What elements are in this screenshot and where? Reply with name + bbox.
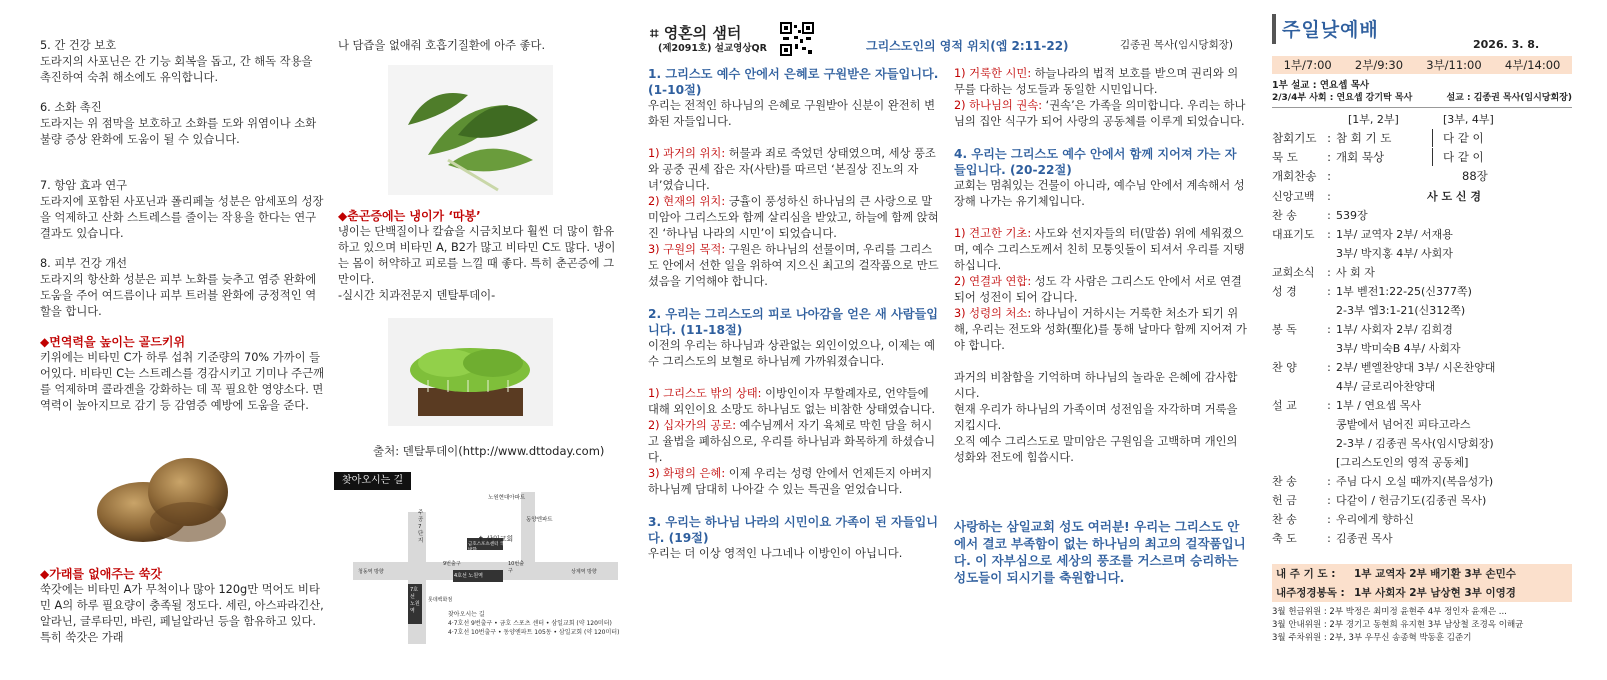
worship-item: 신앙고백 : 사 도 신 경 bbox=[1272, 189, 1481, 203]
image-source: 출처: 덴탈투데이(http://www.dttoday.com) bbox=[373, 444, 605, 458]
worship-item-cont: 3부/ 박미숙B 4부/ 사회자 bbox=[1336, 341, 1461, 355]
sermon-left bbox=[648, 66, 941, 562]
point-2-a: 1) 그리스도 밖의 상태: 이방인이자 무할례자로, 언약들에 대해 외인이요 소망도 하나님도 없는 비참한 상태였습니다. bbox=[648, 387, 936, 416]
map-label-jugong: 주공7단지 bbox=[418, 510, 424, 544]
map-label-line4: 4호선 노원역 bbox=[454, 573, 483, 579]
group-header-a: [1부, 2부] bbox=[1348, 113, 1399, 126]
point-1-c: 3) 구원의 목적: 구원은 하나님의 선물이며, 우리를 그리스도 안에서 선한 일을 위하여 지으신 최고의 걸작품으로 만드셨음을 기억해야 합니다. bbox=[648, 243, 939, 288]
lead-line-2: 2/3/4부 사회 : 연요셉 강기탁 목사 설교 : 김종권 목사(임시당회장) bbox=[1272, 93, 1572, 103]
time-4: 4부/14:00 bbox=[1504, 58, 1561, 72]
kiwi-title: ◆면역력을 높이는 골드키위 bbox=[40, 335, 186, 349]
naengi-section bbox=[338, 208, 623, 304]
section-6-title: 6. 소화 촉진 bbox=[40, 101, 102, 114]
map-label-line7: 7호선 노원역 bbox=[410, 587, 420, 614]
naengi-title: ◆춘곤증에는 냉이가 ‘따봉’ bbox=[338, 209, 481, 223]
volunteers bbox=[1272, 606, 1572, 645]
worship-order-column bbox=[1272, 0, 1576, 680]
map-label-exit10: 10번출구 bbox=[508, 561, 525, 574]
section-6 bbox=[40, 100, 325, 148]
worship-items bbox=[1272, 187, 1572, 548]
map-label-apt: 노원현대아파트 bbox=[488, 495, 526, 501]
conclusion-1: 과거의 비참함을 기억하며 하나님의 놀라운 은혜에 감사합시다. bbox=[954, 371, 1238, 400]
worship-item-cont: 2-3부 엡3:1-21(신312쪽) bbox=[1336, 303, 1466, 317]
time-1: 1부/7:00 bbox=[1283, 58, 1332, 72]
section-7-title: 7. 항암 효과 연구 bbox=[40, 179, 128, 192]
section-8-body: 도라지의 항산화 성분은 피부 노화를 늦추고 염증 완화에 도움을 주어 여드름이나 피부 트러블 완화에 긍정적인 역할을 합니다. bbox=[40, 273, 317, 318]
kiwi-body: 키위에는 비타민 C가 하루 섭취 기준량의 70% 가까이 들어있다. 비타민 C는 스트레스를 경감시키고 기미나 주근깨를 억제하며 콜라겐을 강화하는 데 꼭 필요한 영양소다. 면역력이 높아지므로 감기 등 감염증 예방에 도움을 준다. bbox=[40, 351, 325, 412]
row-silent-prayer: 묵 도 : 개회 묵상 다 같 이 bbox=[1272, 149, 1484, 164]
map-note-1: 4·7호선 9번출구 • 금호 스포츠 센터 • 삼일교회 (약 120미터) bbox=[448, 620, 612, 627]
opening-rows bbox=[1272, 128, 1572, 185]
conclusion-3: 오직 예수 그리스도로 말미암은 구원임을 고백하며 개인의 성화와 전도에 힘씁시다. bbox=[954, 435, 1238, 464]
prayer-band bbox=[1272, 564, 1572, 602]
hash-icon: ⌗ bbox=[650, 24, 659, 42]
point-1-heading: 1. 그리스도 예수 안에서 은혜로 구원받은 자들입니다. (1-10절) bbox=[648, 67, 939, 97]
row-opening-hymn: 개회찬송 : 88장 bbox=[1272, 168, 1488, 183]
map-label-lotte: 롯데백화점 bbox=[428, 597, 453, 603]
sermon-title: 그리스도인의 영적 위치(엡 2:11-22) bbox=[866, 39, 1069, 53]
section-5-body: 도라지의 사포닌은 간 기능 회복을 돕고, 간 해독 작용을 촉진하여 숙취 해소에도 유익합니다. bbox=[40, 55, 313, 84]
worship-item: 축 도 : 김종권 목사 bbox=[1272, 531, 1393, 545]
health-column-2 bbox=[338, 0, 628, 680]
section-5-title: 5. 간 건강 보호 bbox=[40, 39, 117, 52]
service-times bbox=[1272, 56, 1572, 74]
worship-item: 교회소식 : 사 회 자 bbox=[1272, 265, 1375, 279]
kiwi-section bbox=[40, 334, 325, 414]
ssukgat-section bbox=[40, 566, 325, 646]
header-subtitle: (제2091호) 설교영상QR bbox=[658, 43, 767, 54]
map-title: 찾아오시는 길 bbox=[334, 472, 411, 490]
ssukgat-title: ◆가래를 없애주는 쑥갓 bbox=[40, 567, 162, 581]
worship-item: 찬 양 : 2부/ 벧엘찬양대 3부/ 시온찬양대 bbox=[1272, 360, 1496, 374]
point-1-b: 2) 현재의 위치: 긍휼이 풍성하신 하나님의 큰 사랑으로 말미암아 그리스도와 함께 살리심을 받았고, 하늘에 함께 앉혀진 ‘하나님 나라의 시민’이 되었습니다. bbox=[648, 195, 939, 240]
worship-item: 찬 송 : 주님 다시 오실 때까지(복음성가) bbox=[1272, 474, 1494, 488]
qr-code-icon[interactable] bbox=[780, 22, 814, 56]
point-3-a: 1) 거룩한 시민: 하늘나라의 법적 보호를 받으며 권리와 의무를 다하는 성도들과 동일한 시민입니다. bbox=[954, 67, 1239, 96]
map-label-enpart: 동양엔파트 bbox=[526, 517, 553, 523]
parking-volunteers: 3월 주차위원 : 2부, 3부 우무신 송종혁 박동훈 김준기 bbox=[1272, 633, 1472, 643]
worship-item: 2-3부 / 김종권 목사(임시당회장) bbox=[1336, 436, 1494, 450]
diamond-icon: ◆ bbox=[338, 209, 348, 223]
point-3-b: 2) 하나님의 권속: ‘권속’은 가족을 의미합니다. 우리는 하나님의 집안 식구가 되어 사랑의 공동체를 이루게 되었습니다. bbox=[954, 99, 1246, 128]
map-label-church: ✝ 삼일교회 bbox=[478, 535, 514, 543]
section-7-body: 도라지에 포함된 사포닌과 폴리페놀 성분은 암세포의 성장을 억제하고 산화 스트레스를 줄이는 작용을 한다는 연구 결과도 있습니다. bbox=[40, 195, 324, 240]
point-2-intro: 이전의 우리는 하나님과 상관없는 외인이었으나, 이제는 예수 그리스도의 보혈로 하나님께 가까워졌습니다. bbox=[648, 339, 936, 368]
lead-line-1: 1부 설교 : 연요셉 목사 bbox=[1272, 80, 1370, 91]
section-5 bbox=[40, 38, 325, 86]
final-exhortation: 사랑하는 삼일교회 성도 여러분! 우리는 그리스도 안에서 결코 부족함이 없는 하나님의 최고의 걸작품입니다. 이 자부심으로 세상의 풍조를 거스르며 승리하는 성도들이 되시기를 축원합니다. bbox=[954, 519, 1246, 585]
worship-item-cont: 4부/ 글로리아찬양대 bbox=[1336, 379, 1436, 393]
group-header-b: [3부, 4부] bbox=[1443, 113, 1494, 126]
time-3: 3부/11:00 bbox=[1426, 58, 1482, 72]
section-8 bbox=[40, 256, 325, 320]
usher-volunteers: 3월 안내위원 : 2부 경기고 동현희 유지현 3부 남상철 조경옥 이해균 bbox=[1272, 620, 1524, 630]
point-1-a: 1) 과거의 위치: 허물과 죄로 죽었던 상태였으며, 세상 풍조와 공중 권세 잡은 자(사탄)를 따르던 ‘본질상 진노의 자녀’였습니다. bbox=[648, 147, 936, 192]
map-directions bbox=[448, 610, 623, 637]
point-2-b: 2) 십자가의 공로: 예수님께서 자기 육체로 막힌 담을 허시고 율법을 폐하심으로, 우리를 하나님과 화목하게 하셨습니다. bbox=[648, 419, 936, 464]
worship-item: 대표기도 : 1부/ 교역자 2부/ 서재용 bbox=[1272, 227, 1453, 241]
continued-text: 나 담즙을 없애줘 호흡기질환에 아주 좋다. bbox=[338, 39, 546, 52]
weekly-reading: 내주정경봉독 : 1부 사회자 2부 남상현 3부 이영경 bbox=[1276, 587, 1516, 599]
time-2: 2부/9:30 bbox=[1354, 58, 1404, 72]
point-3-heading: 3. 우리는 하나님 나라의 시민이요 가족이 된 자들입니다. (19절) bbox=[648, 515, 939, 545]
conclusion-2: 현재 우리가 하나님의 가족이며 성전임을 자각하며 거룩을 지킵시다. bbox=[954, 403, 1238, 432]
section-7 bbox=[40, 178, 325, 242]
map-note-title: 찾아오시는 길 bbox=[448, 611, 485, 618]
title-accent-bar bbox=[1272, 14, 1276, 44]
divider bbox=[1272, 107, 1572, 108]
worship-item: 헌 금 : 다같이 / 헌금기도(김종권 목사) bbox=[1272, 493, 1487, 507]
diamond-icon: ◆ bbox=[40, 567, 50, 581]
naengi-source: -실시간 치과전문지 덴탈투데이- bbox=[338, 289, 496, 302]
point-4-intro: 교회는 멈춰있는 건물이 아니라, 예수님 안에서 계속해서 성장해 나가는 유기체입니다. bbox=[954, 179, 1245, 208]
sermon-right bbox=[954, 66, 1248, 466]
point-4-a: 1) 견고한 기초: 사도와 선지자들의 터(말씀) 위에 세워졌으며, 예수 그리스도께서 친히 모퉁잇돌이 되셔서 우리를 지탱하십니다. bbox=[954, 227, 1245, 272]
cross-icon: ✝ bbox=[478, 535, 484, 543]
header-title: ⌗ 영혼의 샘터 bbox=[650, 24, 742, 42]
health-column-1 bbox=[40, 0, 330, 680]
point-4-heading: 4. 우리는 그리스도 예수 안에서 함께 지어져 가는 자들입니다. (20-22절) bbox=[954, 147, 1237, 177]
preacher: 김종권 목사(임시당회장) bbox=[1120, 39, 1233, 51]
kiwi-image bbox=[88, 440, 238, 545]
section-8-title: 8. 피부 건강 개선 bbox=[40, 257, 128, 270]
worship-item: 봉 독 : 1부/ 사회자 2부/ 김희경 bbox=[1272, 322, 1453, 336]
worship-item-cont: [그리스도인의 영적 공동체] bbox=[1336, 455, 1469, 469]
worship-date: 2026. 3. 8. bbox=[1473, 38, 1540, 51]
point-4-b: 2) 연결과 연합: 성도 각 사람은 그리스도 안에서 서로 연결되어 성전이 되어 갑니다. bbox=[954, 275, 1242, 304]
point-1-intro: 우리는 전적인 하나님의 은혜로 구원받아 신분이 완전히 변화된 자들입니다. bbox=[648, 99, 936, 128]
point-2-heading: 2. 우리는 그리스도의 피로 나아감을 얻은 새 사람들입니다. (11-18절) bbox=[648, 307, 939, 337]
sermon-column bbox=[650, 0, 1260, 680]
point-4-c: 3) 성령의 처소: 하나님이 거하시는 거룩한 처소가 되기 위해, 우리는 전도와 성화(聖化)를 통해 날마다 함께 지어져 가야 합니다. bbox=[954, 307, 1247, 352]
map-note-2: 4·7호선 10번출구 • 동양엔파트 105동 • 삼일교회 (약 120미터) bbox=[448, 629, 620, 636]
section-6-body: 도라지는 위 점막을 보호하고 소화를 도와 위염이나 소화불량 증상 완화에 도움이 될 수 있습니다. bbox=[40, 117, 317, 146]
ssukgat-body: 쑥갓에는 비타민 A가 무척이나 많아 120g만 먹어도 비타민 A의 하루 필요량이 충족될 정도다. 세린, 아스파라긴산, 알라닌, 글루타민, 바린, 페닐알라닌 등을 함유하고 있다. 특히 쑥갓은 가래 bbox=[40, 583, 324, 644]
worship-item: 설 교 : 1부 / 연요셉 목사 bbox=[1272, 398, 1421, 412]
worship-item-cont: 콩밭에서 넘어진 피타고라스 bbox=[1336, 417, 1471, 431]
diamond-icon: ◆ bbox=[40, 335, 50, 349]
worship-item-cont: 3부/ 박지홍 4부/ 사회자 bbox=[1336, 246, 1453, 260]
worship-item: 찬 송 : 539장 bbox=[1272, 208, 1368, 222]
row-confession: 참회기도 : 참 회 기 도 다 같 이 bbox=[1272, 130, 1484, 145]
point-2-c: 3) 화평의 은혜: 이제 우리는 성령 안에서 언제든지 아버지 하나님께 담대히 나아갈 수 있는 특권을 얻었습니다. bbox=[648, 467, 933, 496]
naengi-image bbox=[388, 65, 553, 195]
worship-item: 찬 송 : 우리에게 향하신 bbox=[1272, 512, 1414, 526]
offering-volunteers: 3월 헌금위원 : 2부 박정은 최미정 윤현주 4부 정인자 윤재은 ... bbox=[1272, 607, 1507, 617]
map-label-west: 청동역 방향 bbox=[358, 569, 384, 575]
point-3-intro: 우리는 더 이상 영적인 나그네나 이방인이 아닙니다. bbox=[648, 547, 903, 560]
map-label-sports: 금호스포츠센터 국민은행 방향 bbox=[468, 542, 518, 553]
map-label-east: 상계역 방향 bbox=[571, 569, 597, 575]
weekly-prayer: 내 주 기 도 : 1부 교역자 2부 배기환 3부 손민수 bbox=[1276, 568, 1516, 580]
worship-title: 주일낮예배 bbox=[1282, 19, 1379, 41]
naengi-body: 냉이는 단백질이나 칼슘을 시금치보다 훨씬 더 많이 함유하고 있으며 비타민 A, B2가 많고 비타민 C도 많다. 냉이는 몸이 허약하고 피로를 느낄 때 좋다. 특히 춘곤증에 그만이다. bbox=[338, 225, 616, 286]
map-label-exit9: 9번출구 bbox=[443, 561, 461, 567]
sprouts-image bbox=[388, 318, 553, 426]
worship-item: 성 경 : 1부 벧전1:22-25(신377쪽) bbox=[1272, 284, 1472, 298]
